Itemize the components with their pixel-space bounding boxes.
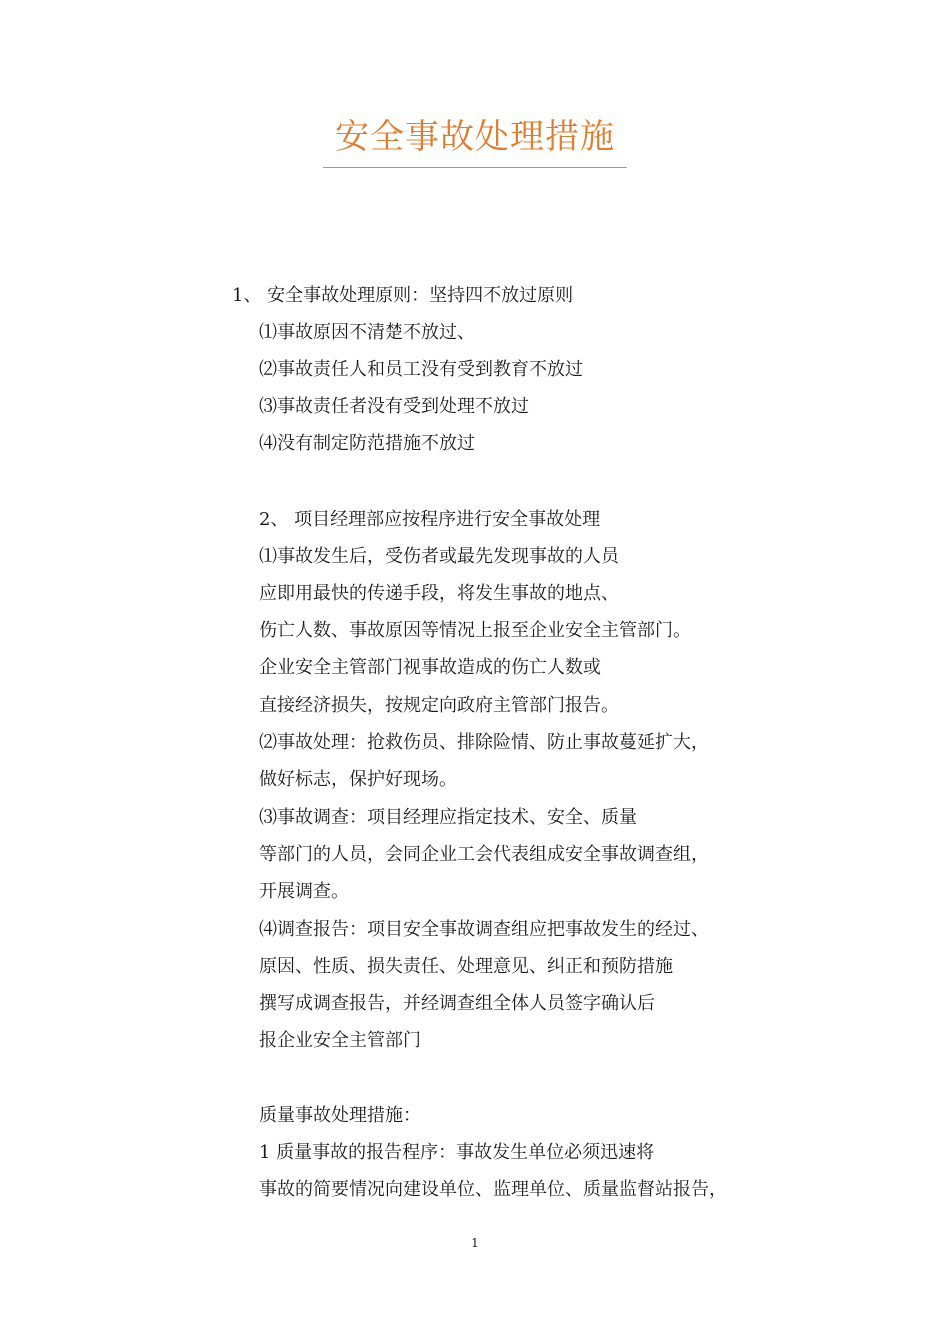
- section-2-line: ⑶事故调查：项目经理应指定技术、安全、质量: [259, 807, 637, 828]
- section-2-line: 开展调查。: [259, 881, 349, 902]
- page-title: 安全事故处理措施: [335, 117, 615, 157]
- section-2-line: 原因、性质、损失责任、处理意见、纠正和预防措施: [259, 956, 673, 977]
- section-2-line: 做好标志，保护好现场。: [259, 769, 457, 790]
- section-2-line: 报企业安全主管部门: [259, 1030, 421, 1051]
- section-1-item: ⑴事故原因不清楚不放过、: [259, 322, 475, 343]
- section-2-line: 企业安全主管部门视事故造成的伤亡人数或: [259, 657, 601, 678]
- section-2-line: 直接经济损失，按规定向政府主管部门报告。: [259, 695, 619, 716]
- section-2-line: ⑵事故处理：抢救伤员、排除险情、防止事故蔓延扩大，: [259, 732, 709, 753]
- section-1-item: ⑶事故责任者没有受到处理不放过: [259, 396, 529, 417]
- section-2-line: 撰写成调查报告，并经调查组全体人员签字确认后: [259, 993, 655, 1014]
- section-1-item: ⑵事故责任人和员工没有受到教育不放过: [259, 359, 583, 380]
- title-underline: [323, 167, 627, 168]
- section-1-item: ⑷没有制定防范措施不放过: [259, 433, 475, 454]
- page-number: 1: [471, 1236, 479, 1250]
- section-2-line: ⑷调查报告：项目安全事故调查组应把事故发生的经过、: [259, 919, 709, 940]
- section-1-heading: 1、 安全事故处理原则：坚持四不放过原则: [232, 285, 574, 306]
- section-2-line: 等部门的人员，会同企业工会代表组成安全事故调查组，: [259, 844, 709, 865]
- section-2-line: 应即用最快的传递手段，将发生事故的地点、: [259, 583, 619, 604]
- section-3-line: 事故的简要情况向建设单位、监理单位、质量监督站报告，: [259, 1179, 727, 1200]
- section-3-heading: 质量事故处理措施：: [259, 1105, 421, 1126]
- section-3-line: 1 质量事故的报告程序：事故发生单位必须迅速将: [259, 1142, 655, 1163]
- section-2-line: 伤亡人数、事故原因等情况上报至企业安全主管部门。: [259, 620, 691, 641]
- section-2-line: ⑴事故发生后，受伤者或最先发现事故的人员: [259, 546, 619, 567]
- section-2-heading: 2、 项目经理部应按程序进行安全事故处理: [259, 509, 601, 530]
